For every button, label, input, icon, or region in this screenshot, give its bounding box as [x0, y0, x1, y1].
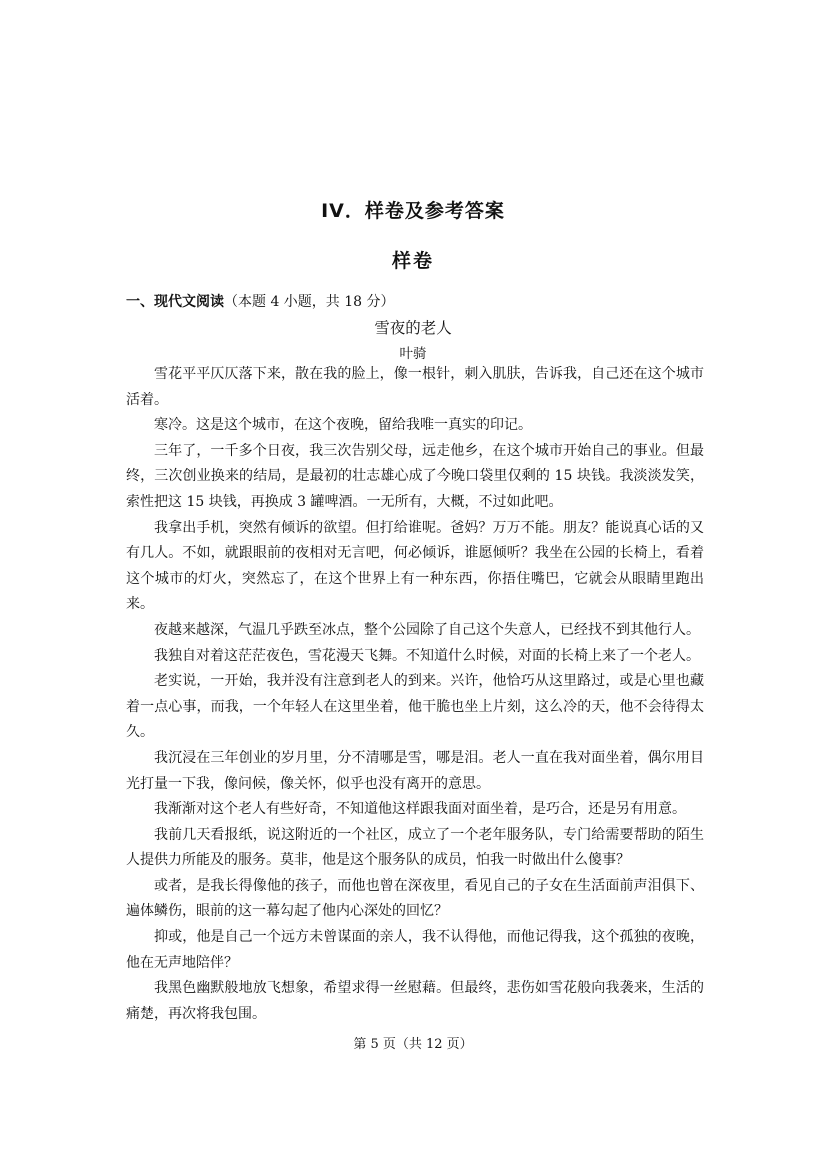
article-paragraph: 我渐渐对这个老人有些好奇，不知道他这样跟我面对面坐着，是巧合，还是另有用意。	[154, 801, 686, 818]
section-note: （本题 4 小题，共 18 分）	[224, 294, 395, 310]
section-label: 一、现代文阅读	[126, 294, 224, 310]
article-author: 叶骑	[399, 346, 427, 362]
article-paragraph: 我前几天看报纸，说这附近的一个社区，成立了一个老年服务队，专门给需要帮助的陌生人提供力所能及的服务。莫非，他是这个服务队的成员，怕我一时做出什么傻事？	[126, 826, 704, 869]
article-body	[126, 362, 704, 1027]
article-paragraph: 三年了，一千多个日夜，我三次告别父母，远走他乡，在这个城市开始自己的事业。但最终，三次创业换来的结局，是最初的壮志雄心成了今晚口袋里仅剩的 15 块钱。我淡淡发笑，索性把这 15 块钱，再换成 3 罐啤酒。一无所有，大概，不过如此吧。	[126, 442, 704, 510]
article-paragraph: 抑或，他是自己一个远方未曾谋面的亲人，我不认得他，而他记得我，这个孤独的夜晚，他在无声地陪伴？	[126, 929, 704, 971]
page-subtitle: 样卷	[391, 250, 434, 272]
article-paragraph: 夜越来越深，气温几乎跌至冰点，整个公园除了自己这个失意人，已经找不到其他行人。	[154, 621, 700, 638]
article-paragraph: 我黑色幽默般地放飞想象，希望求得一丝慰藉。但最终，悲伤如雪花般向我袭来，生活的痛楚，再次将我包围。	[126, 980, 704, 1022]
article-paragraph: 寒冷。这是这个城市，在这个夜晚，留给我唯一真实的印记。	[154, 417, 532, 434]
page-title: IV．样卷及参考答案	[321, 200, 505, 222]
article-title: 雪夜的老人	[374, 319, 452, 337]
page-number: 第 5 页（共 12 页）	[353, 1037, 473, 1052]
article-paragraph: 老实说，一开始，我并没有注意到老人的到来。兴许，他恰巧从这里路过，或是心里也藏着一点心事，而我，一个年轻人在这里坐着，他干脆也坐上片刻，这么冷的天，他不会待得太久。	[126, 673, 704, 741]
article-paragraph: 我独自对着这茫茫夜色，雪花漫天飞舞。不知道什么时候，对面的长椅上来了一个老人。	[154, 647, 700, 664]
article-paragraph: 雪花平平仄仄落下来，散在我的脸上，像一根针，刺入肌肤，告诉我，自己还在这个城市活着。	[126, 366, 704, 408]
section-heading	[126, 291, 395, 311]
article-paragraph: 我沉浸在三年创业的岁月里，分不清哪是雪，哪是泪。老人一直在我对面坐着，偶尔用目光打量一下我，像问候，像关怀，似乎也没有离开的意思。	[126, 749, 704, 792]
article-paragraph: 或者，是我长得像他的孩子，而他也曾在深夜里，看见自己的子女在生活面前声泪俱下、遍体鳞伤，眼前的这一幕勾起了他内心深处的回忆？	[126, 877, 704, 920]
article-paragraph: 我拿出手机，突然有倾诉的欲望。但打给谁呢。爸妈？万万不能。朋友？能说真心话的又有几人。不如，就跟眼前的夜相对无言吧，何必倾诉，谁愿倾听？我坐在公园的长椅上，看着这个城市的灯火，突然忘了，在这个世界上有一种东西，你捂住嘴巴，它就会从眼睛里跑出来。	[126, 519, 704, 613]
